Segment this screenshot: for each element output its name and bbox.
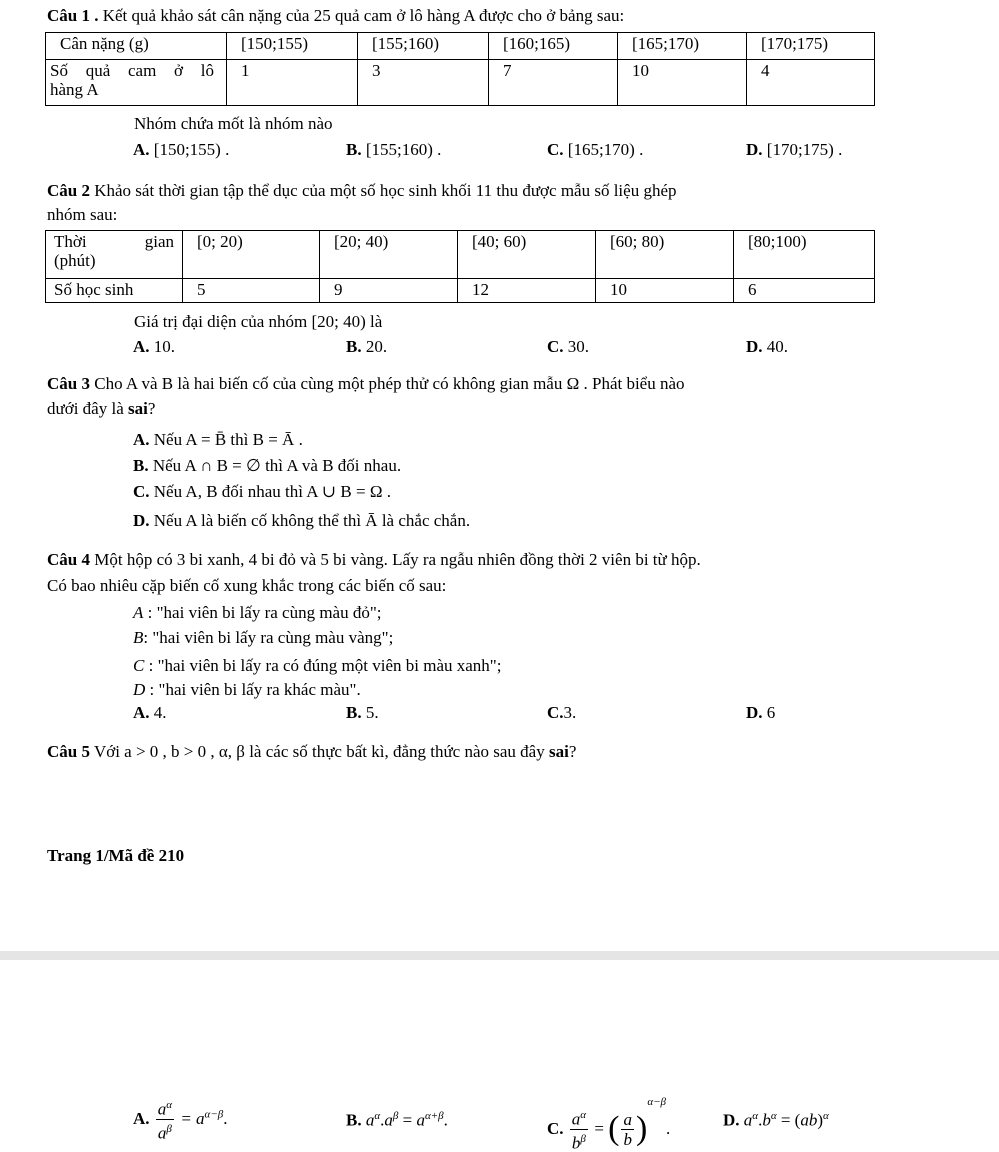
q3-option-a[interactable]: A. Nếu A = B̄ thì B = Ā . bbox=[133, 430, 303, 449]
q2-prompt: Giá trị đại diện của nhóm [20; 40) là bbox=[134, 312, 383, 331]
q1-cell: [155;160) bbox=[358, 33, 489, 60]
q3-option-d[interactable]: D. Nếu A là biến cố không thể thì Ā là chắc chắn. bbox=[133, 511, 471, 530]
q2-label: Câu 2 bbox=[47, 181, 90, 200]
q4-event: D : "hai viên bi lấy ra khác màu". bbox=[133, 680, 361, 699]
q1-cell: 1 bbox=[227, 60, 358, 106]
q1-heading bbox=[47, 6, 624, 26]
q2-cell: [20; 40) bbox=[320, 231, 458, 279]
q2-cell: [80;100) bbox=[734, 231, 875, 279]
q3-label: Câu 3 bbox=[47, 374, 90, 393]
q2-cell: [0; 20) bbox=[183, 231, 320, 279]
q2-cell: [60; 80) bbox=[596, 231, 734, 279]
q5-option-b[interactable]: B. $a^\alpha.a^\beta = a^{\alpha+\beta}$. bbox=[346, 1110, 448, 1130]
q4-option-b[interactable]: B. 5. bbox=[346, 703, 379, 722]
q1-cell: 7 bbox=[489, 60, 618, 106]
q4-text: Một hộp có 3 bi xanh, 4 bi đỏ và 5 bi vàng. Lấy ra ngẫu nhiên đồng thời 2 viên bi từ hộp. bbox=[94, 550, 701, 569]
q1-option-a[interactable]: A. [150;155) . bbox=[133, 140, 230, 159]
q2-cell: [40; 60) bbox=[458, 231, 596, 279]
q2-option-c[interactable]: C. 30. bbox=[547, 337, 590, 356]
q1-cell: Cân nặng (g) bbox=[46, 33, 227, 60]
q2-text-line2: nhóm sau: bbox=[47, 205, 118, 224]
q1-cell: 3 bbox=[358, 60, 489, 106]
q4-option-d[interactable]: D. 6 bbox=[746, 703, 776, 722]
q1-cell: 10 bbox=[618, 60, 747, 106]
q2-row-header-line2: (phút) bbox=[54, 251, 96, 270]
q2-cell: 6 bbox=[734, 279, 875, 303]
q1-row-header-line1: Số quả cam ở lô bbox=[50, 61, 214, 80]
q1-table-row bbox=[46, 60, 875, 106]
q3-text: Cho A và B là hai biến cố của cùng một phép thử có không gian mẫu Ω . Phát biểu nào bbox=[94, 374, 685, 393]
q1-option-d[interactable]: D. [170;175) . bbox=[746, 140, 843, 159]
formula-fraction: $\frac{a^\alpha}{a^\beta}$ bbox=[156, 1096, 174, 1142]
formula-fraction: $\frac{a}{b}$ bbox=[623, 1109, 632, 1149]
q2-table-row bbox=[46, 231, 875, 279]
q5-option-a[interactable]: A. $\frac{a^\alpha}{a^\beta}$ = $a^{\alpha-\beta}$. bbox=[133, 1096, 227, 1142]
q1-cell: [165;170) bbox=[618, 33, 747, 60]
q2-option-a[interactable]: A. 10. bbox=[133, 337, 176, 356]
page-footer: Trang 1/Mã đề 210 bbox=[47, 846, 185, 865]
q1-row-header-line2: hàng A bbox=[50, 80, 99, 99]
q2-row-header bbox=[46, 231, 183, 279]
q2-table bbox=[45, 230, 875, 303]
q2-cell: 12 bbox=[458, 279, 596, 303]
q1-option-c[interactable]: C. [165;170) . bbox=[547, 140, 644, 159]
q1-cell: [150;155) bbox=[227, 33, 358, 60]
q3-heading bbox=[47, 374, 685, 394]
q4-option-a[interactable]: A. 4. bbox=[133, 703, 167, 722]
q4-event: A : "hai viên bi lấy ra cùng màu đỏ"; bbox=[133, 603, 382, 622]
q4-option-c[interactable]: C.3. bbox=[547, 703, 577, 722]
q3-option-b[interactable]: B. Nếu A ∩ B = ∅ thì A và B đối nhau. bbox=[133, 456, 402, 475]
q2-cell: 10 bbox=[596, 279, 734, 303]
q1-prompt: Nhóm chứa mốt là nhóm nào bbox=[134, 114, 333, 133]
q2-table-row bbox=[46, 279, 875, 303]
q4-text-line2: Có bao nhiêu cặp biến cố xung khắc trong các biến cố sau: bbox=[47, 576, 447, 595]
q2-text: Khảo sát thời gian tập thể dục của một số học sinh khối 11 thu được mẫu số liệu ghép bbox=[94, 181, 677, 200]
q1-label: Câu 1 . bbox=[47, 6, 99, 25]
q5-text: Với a > 0 , b > 0 , α, β là các số thực bất kì, đẳng thức nào sau đây bbox=[93, 742, 549, 761]
q1-cell: 4 bbox=[747, 60, 875, 106]
page-separator bbox=[0, 951, 999, 960]
q2-cell: 5 bbox=[183, 279, 320, 303]
q1-table-row bbox=[46, 33, 875, 60]
q2-row-header-line1: Thời gian bbox=[54, 232, 174, 251]
q2-cell: Số học sinh bbox=[46, 279, 183, 303]
formula-fraction: $\frac{a^\alpha}{b^\beta}$ bbox=[570, 1106, 588, 1152]
q1-option-b[interactable]: B. [155;160) . bbox=[346, 140, 442, 159]
q1-cell: [160;165) bbox=[489, 33, 618, 60]
q1-text: Kết quả khảo sát cân nặng của 25 quả cam ở lô hàng A được cho ở bảng sau: bbox=[102, 6, 625, 25]
q4-heading bbox=[47, 550, 701, 570]
q5-option-c[interactable]: C. $\frac{a^\alpha}{b^\beta}$ = ( $\frac{a}{b}$ )$^{\alpha-\beta}$. bbox=[547, 1096, 671, 1152]
q4-event: B: "hai viên bi lấy ra cùng màu vàng"; bbox=[133, 628, 394, 647]
q3-option-c[interactable]: C. Nếu A, B đối nhau thì A ∪ B = Ω . bbox=[133, 482, 391, 501]
q2-option-b[interactable]: B. 20. bbox=[346, 337, 388, 356]
q5-heading: Câu 5 Với a > 0 , b > 0 , α, β là các số thực bất kì, đẳng thức nào sau đây sai? bbox=[47, 742, 577, 761]
q1-table bbox=[45, 32, 875, 106]
q2-cell: 9 bbox=[320, 279, 458, 303]
q3-text-line2: dưới đây là sai? bbox=[47, 399, 156, 418]
q5-label: Câu 5 bbox=[47, 742, 90, 761]
q5-option-d[interactable]: D. $a^\alpha.b^\alpha = (ab)^\alpha$ bbox=[723, 1110, 829, 1130]
q2-heading bbox=[47, 181, 677, 201]
q1-cell: [170;175) bbox=[747, 33, 875, 60]
q2-option-d[interactable]: D. 40. bbox=[746, 337, 789, 356]
q4-event: C : "hai viên bi lấy ra có đúng một viên bi màu xanh"; bbox=[133, 656, 502, 675]
q1-row-header bbox=[46, 60, 227, 106]
q4-label: Câu 4 bbox=[47, 550, 90, 569]
